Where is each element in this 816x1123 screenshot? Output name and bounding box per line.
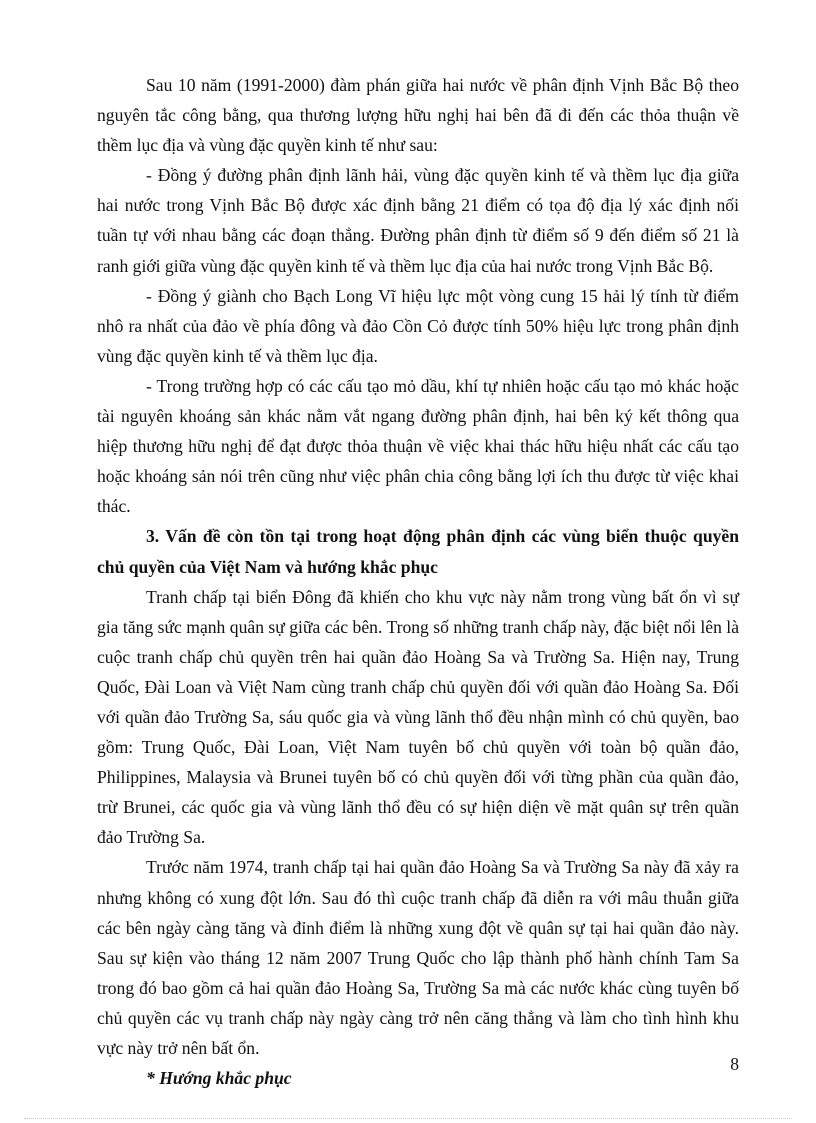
section-heading-3: 3. Vấn đề còn tồn tại trong hoạt động phân định các vùng biển thuộc quyền chủ quyền của Việt Nam và hướng khắc phục [97, 526, 739, 577]
paragraph-bach-long-vi: - Đồng ý giành cho Bạch Long Vĩ hiệu lực một vòng cung 15 hải lý tính từ điểm nhô ra nhất của đảo về phía đông và đảo Cồn Cỏ được tính 50% hiệu lực trong phân định vùng đặc quyền kinh tế và thềm lục địa. [97, 285, 739, 366]
page-body [97, 70, 739, 1093]
page-number: 8 [730, 1054, 739, 1074]
paragraph-negotiation-summary: Sau 10 năm (1991-2000) đàm phán giữa hai nước về phân định Vịnh Bắc Bộ theo nguyên tắc công bằng, qua thương lượng hữu nghị hai bên đã đi đến các thỏa thuận về thềm lục địa và vùng đặc quyền kinh tế như sau: [97, 75, 739, 156]
paragraph-boundary-points: - Đồng ý đường phân định lãnh hải, vùng đặc quyền kinh tế và thềm lục địa giữa hai nước trong Vịnh Bắc Bộ được xác định bằng 21 điểm có tọa độ địa lý xác định nối tuần tự với nhau bằng các đoạn thẳng. Đường phân định từ điểm số 9 đến điểm số 21 là ranh giới giữa vùng đặc quyền kinh tế và thềm lục địa của hai nước trong Vịnh Bắc Bộ. [97, 165, 739, 276]
paragraph-east-sea-disputes: Tranh chấp tại biển Đông đã khiến cho khu vực này nằm trong vùng bất ổn vì sự gia tăng sức mạnh quân sự giữa các bên. Trong số những tranh chấp này, đặc biệt nổi lên là cuộc tranh chấp chủ quyền trên hai quần đảo Hoàng Sa và Trường Sa. Hiện nay, Trung Quốc, Đài Loan và Việt Nam cùng tranh chấp chủ quyền đối với quần đảo Hoàng Sa. Đối với quần đảo Trường Sa, sáu quốc gia và vùng lãnh thổ đều nhận mình có chủ quyền, bao gồm: Trung Quốc, Đài Loan, Việt Nam tuyên bố chủ quyền với toàn bộ quần đảo, Philippines, Malaysia và Brunei tuyên bố có chủ quyền đối với từng phần của quần đảo, trừ Brunei, các quốc gia và vùng lãnh thổ đều có sự hiện diện về mặt quân sự trên quần đảo Trường Sa. [97, 586, 739, 848]
subheading-solution: * Hướng khắc phục [146, 1068, 292, 1089]
paragraph-history-1974: Trước năm 1974, tranh chấp tại hai quần đảo Hoàng Sa và Trường Sa này đã xảy ra nhưng không có xung đột lớn. Sau đó thì cuộc tranh chấp đã diễn ra với mâu thuẫn giữa các bên ngày càng tăng và đỉnh điểm là những xung đột về quân sự tại hai quần đảo này. Sau sự kiện vào tháng 12 năm 2007 Trung Quốc cho lập thành phố hành chính Tam Sa trong đó bao gồm cả hai quần đảo Hoàng Sa, Trường Sa mà các nước khác cùng tuyên bố chủ quyền các vụ tranh chấp này ngày càng trở nên căng thẳng và làm cho tình hình khu vực này trở nên bất ổn. [97, 857, 739, 1058]
paragraph-mineral-resources: - Trong trường hợp có các cấu tạo mỏ dầu, khí tự nhiên hoặc cấu tạo mỏ khác hoặc tài nguyên khoáng sản khác nằm vắt ngang đường phân định, hai bên ký kết thông qua hiệp thương hữu nghị để đạt được thỏa thuận về việc khai thác hữu hiệu nhất các cấu tạo hoặc khoáng sản nói trên cũng như việc phân chia công bằng lợi ích thu được từ việc khai thác. [97, 375, 739, 517]
page-bottom-divider [24, 1118, 792, 1119]
